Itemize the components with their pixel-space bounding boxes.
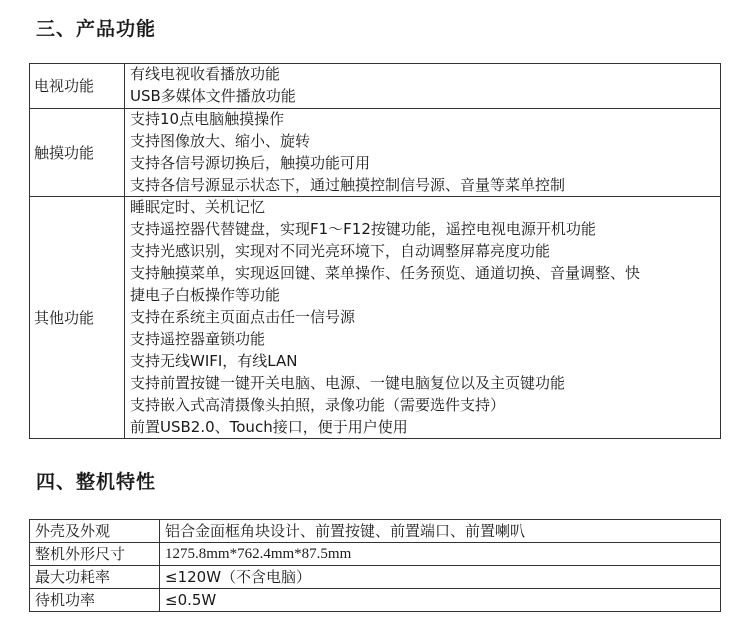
feature-line: 捷电子白板操作等功能: [130, 286, 281, 305]
feature-line: 支持触摸菜单，实现返回键、菜单操作、任务预览、通道切换、音量调整、快: [130, 264, 641, 283]
feature-line: 支持图像放大、缩小、旋转: [130, 131, 311, 150]
row-label-other: 其他功能: [30, 197, 125, 439]
table-row: [30, 64, 721, 109]
row-label-max-power: 最大功耗率: [30, 566, 160, 589]
table-row: [30, 589, 721, 612]
row-value-dimensions: 1275.8mm*762.4mm*87.5mm: [160, 543, 721, 566]
feature-line: 支持嵌入式高清摄像头拍照，录像功能（需要选件支持）: [130, 395, 506, 414]
product-functions-table: [29, 63, 721, 439]
row-value-touch: [125, 108, 721, 197]
machine-characteristics-table: [29, 519, 721, 612]
row-value-other: [125, 197, 721, 439]
feature-line: 支持各信号源显示状态下，通过触摸控制信号源、音量等菜单控制: [130, 175, 566, 194]
row-label-touch: 触摸功能: [30, 108, 125, 197]
feature-line: USB多媒体文件播放功能: [130, 86, 296, 105]
feature-line: 支持光感识别，实现对不同光亮环境下，自动调整屏幕亮度功能: [130, 242, 551, 261]
row-value-max-power: ≤120W（不含电脑）: [160, 566, 721, 589]
section-heading-product-functions: 三、产品功能: [36, 18, 157, 40]
feature-line: 支持无线WIFI，有线LAN: [130, 351, 298, 370]
section-heading-machine-characteristics: 四、整机特性: [36, 471, 157, 493]
row-label-standby-power: 待机功率: [30, 589, 160, 612]
row-label-casing: 外壳及外观: [30, 520, 160, 543]
row-label-tv: 电视功能: [30, 64, 125, 109]
row-label-dimensions: 整机外形尺寸: [30, 543, 160, 566]
row-value-tv: [125, 64, 721, 109]
row-value-standby-power: ≤0.5W: [160, 589, 721, 612]
feature-line: 支持10点电脑触摸操作: [130, 109, 285, 128]
feature-line: 前置USB2.0、Touch接口，便于用户使用: [130, 417, 408, 436]
table-row: [30, 197, 721, 439]
feature-line: 支持各信号源切换后，触摸功能可用: [130, 153, 371, 172]
table-row: [30, 566, 721, 589]
feature-line: 支持遥控器代替键盘，实现F1～F12按键功能，遥控电视电源开机功能: [130, 220, 596, 239]
feature-line: 有线电视收看播放功能: [130, 65, 281, 83]
row-value-casing: 铝合金面框角块设计、前置按键、前置端口、前置喇叭: [160, 520, 721, 543]
feature-line: 支持前置按键一键开关电脑、电源、一键电脑复位以及主页键功能: [130, 373, 566, 392]
feature-line: 支持在系统主页面点击任一信号源: [130, 307, 356, 326]
table-row: [30, 108, 721, 197]
table-row: [30, 520, 721, 543]
feature-line: 睡眠定时、关机记忆: [130, 198, 266, 217]
feature-line: 支持遥控器童锁功能: [130, 329, 266, 348]
table-row: [30, 543, 721, 566]
